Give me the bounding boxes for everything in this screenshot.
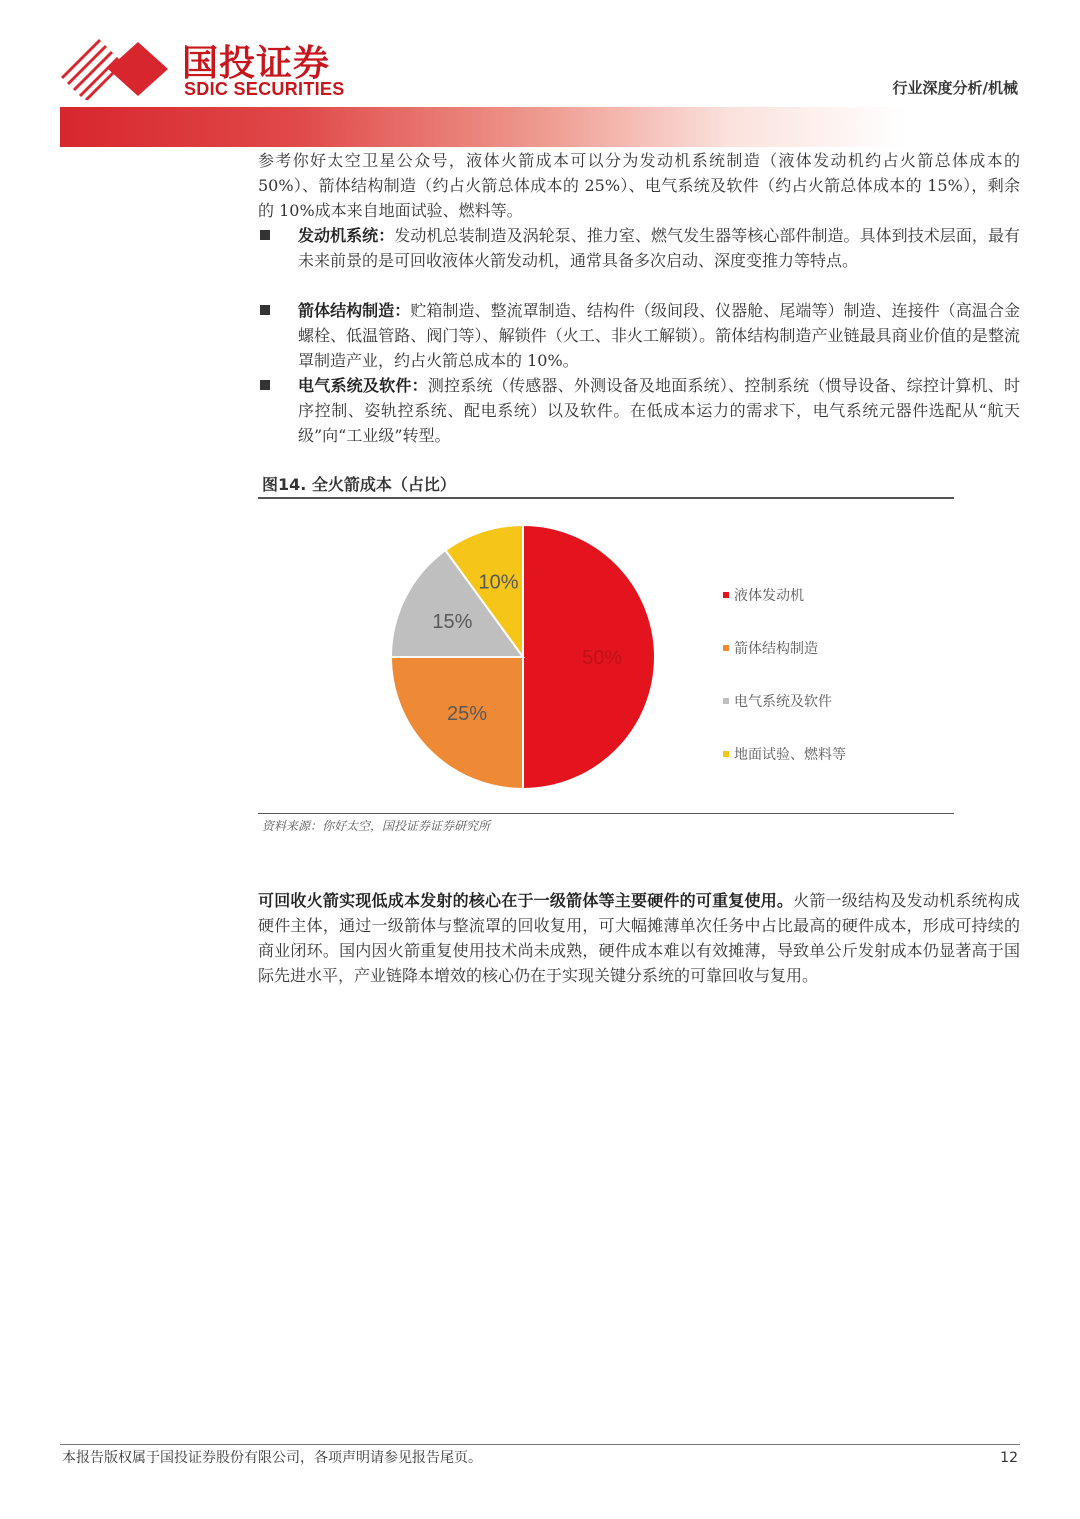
pie-slice-label: 15% [432, 611, 473, 634]
conclusion-bold: 可回收火箭实现低成本发射的核心在于一级箭体等主要硬件的可重复使用。 [258, 891, 794, 910]
legend-label: 液体发动机 [734, 588, 804, 604]
pie-slice-label: 10% [478, 571, 519, 594]
bullet-electrical-software [258, 373, 1020, 448]
pie-slice-label: 25% [446, 703, 488, 726]
bullet-title: 发动机系统： [298, 226, 395, 245]
conclusion-text: 火箭一级结构及发动机系统构成硬件主体，通过一级箭体与整流罩的回收复用，可大幅摊薄单次任务中占比最高的硬件成本，形成可持续的商业闭环。国内因火箭重复使用技术尚未成熟，硬件成本难以有效摊薄，导致单公斤发射成本仍显著高于国际先进水平，产业链降本增效的核心仍在于实现关键分系统的可靠回收与复用。 [258, 891, 1020, 985]
pie-chart [258, 510, 954, 806]
bullet-title: 电气系统及软件： [298, 376, 428, 395]
bullet-text: 发动机总装制造及涡轮泵、推力室、燃气发生器等核心部件制造。具体到技术层面，最有未来前景的是可回收液体火箭发动机，通常具备多次启动、深度变推力等特点。 [298, 226, 1020, 270]
bullet-square-icon [260, 305, 270, 315]
figure-bottom-rule [258, 813, 954, 814]
bullet-square-icon [260, 230, 270, 240]
bullet-engine-system [258, 223, 1020, 273]
bullet-square-icon [260, 380, 270, 390]
bullet-title: 箭体结构制造： [298, 301, 411, 320]
legend-label: 地面试验、燃料等 [734, 747, 846, 763]
bullet-rocket-structure [258, 298, 1020, 373]
bullet-text: 贮箱制造、整流罩制造、结构件（级间段、仪器舱、尾端等）制造、连接件（高温合金螺栓、低温管路、阀门等）、解锁件（火工、非火工解锁）。箭体结构制造产业链最具商业价值的是整流罩制造产业，约占火箭总成本的 10%。 [298, 301, 1020, 370]
intro-paragraph: 参考你好太空卫星公众号，液体火箭成本可以分为发动机系统制造（液体发动机约占火箭总体成本的 50%）、箭体结构制造（约占火箭总体成本的 25%）、电气系统及软件（约占火箭总体成本的 15%），剩余的 10%成本来自地面试验、燃料等。 [258, 151, 1020, 220]
conclusion-paragraph [258, 888, 1020, 988]
bullet-text: 测控系统（传感器、外测设备及地面系统）、控制系统（惯导设备、综控计算机、时序控制、姿轨控系统、配电系统）以及软件。在低成本运力的需求下，电气系统元器件选配从“航天级”向“工业级”转型。 [298, 376, 1020, 445]
page-number: 12 [1000, 1450, 1018, 1466]
legend-swatch [723, 645, 729, 651]
header-banner [60, 107, 1020, 147]
figure-title: 图14. 全火箭成本（占比） [262, 475, 456, 494]
footer-disclaimer: 本报告版权属于国投证券股份有限公司，各项声明请参见报告尾页。 [62, 1450, 482, 1466]
legend-swatch [723, 698, 729, 704]
legend-label: 电气系统及软件 [734, 694, 832, 710]
footer-rule [60, 1444, 1020, 1445]
logo-chinese-name: 国投证券 [182, 43, 331, 84]
legend-swatch [723, 751, 729, 757]
pie-slice-label: 50% [582, 647, 623, 669]
figure-top-rule [258, 497, 954, 499]
legend-swatch [723, 592, 729, 598]
logo-english-name: SDIC SECURITIES [184, 79, 345, 99]
legend-label: 箭体结构制造 [734, 641, 818, 657]
logo-mark-icon [60, 38, 180, 100]
figure-source: 资料来源：你好太空，国投证券证券研究所 [262, 819, 491, 833]
pie-chart-svg [258, 510, 954, 806]
report-category: 行业深度分析/机械 [892, 79, 1018, 97]
